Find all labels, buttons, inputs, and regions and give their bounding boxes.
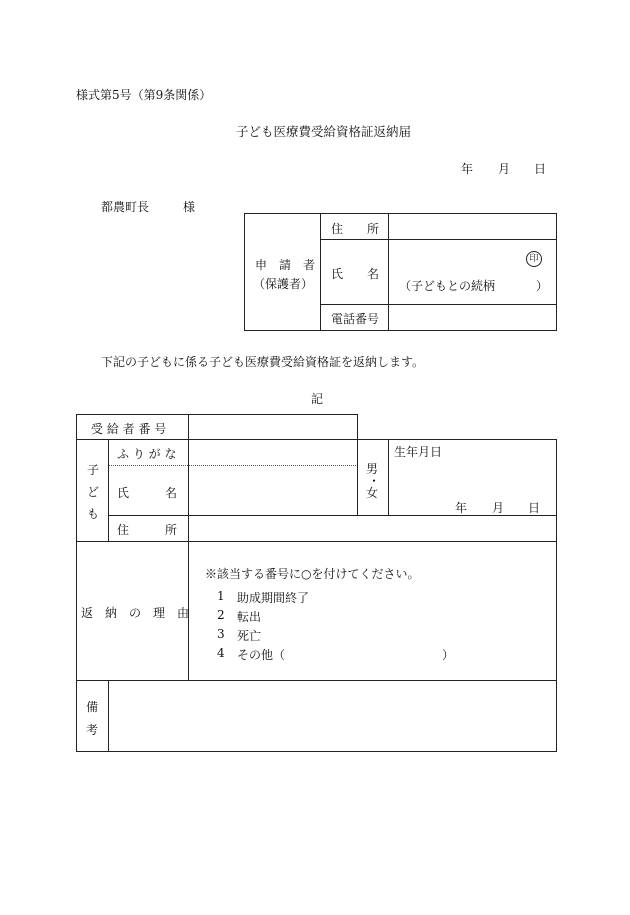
child-label-2: ど [87, 485, 100, 499]
remarks-label-1: 備 [86, 700, 99, 714]
birth-month-label: 月 [492, 501, 505, 515]
relation-label-close: ） [536, 279, 549, 293]
date-year-label: 年 [461, 162, 474, 176]
child-label-1: 子 [87, 463, 100, 477]
recipient-number-label: 受 給 者 番 号 [91, 422, 167, 436]
return-reason-label: 返 納 の 理 由 [81, 606, 190, 620]
furigana-label: ふ り が な [117, 447, 177, 461]
date-day-label: 日 [534, 162, 547, 176]
date-month-label: 月 [498, 162, 511, 176]
statement-text: 下記の子どもに係る子ども医療費受給資格証を返納します。 [101, 355, 425, 369]
child-address-label: 住 所 [117, 523, 178, 537]
ki-label: 記 [311, 392, 324, 406]
gender-male: 男 [366, 462, 379, 476]
remarks-label-2: 考 [86, 723, 99, 737]
reason-1-number: 1 [217, 589, 225, 603]
reason-1-text: 助成期間終了 [237, 591, 310, 605]
seal-mark: 印 [526, 251, 542, 267]
reason-instruction: ※該当する番号に○を付けてください。 [205, 567, 420, 581]
child-label-3: も [87, 507, 100, 521]
form-title: 子ども医療費受給資格証返納届 [236, 124, 412, 139]
reason-2-number: 2 [217, 608, 225, 622]
reason-2-text: 転出 [237, 610, 262, 624]
birth-year-label: 年 [455, 501, 468, 515]
birth-day-label: 日 [528, 501, 541, 515]
reason-3-text: 死亡 [237, 629, 262, 643]
reason-3-number: 3 [217, 627, 225, 641]
birth-date-label: 生年月日 [394, 445, 443, 459]
reason-4-close: ） [442, 648, 455, 662]
phone-label: 電話番号 [331, 312, 380, 326]
applicant-label: 申 請 者 [255, 258, 316, 272]
reason-4-number: 4 [217, 646, 225, 660]
form-number: 様式第5号（第9条関係） [76, 88, 212, 102]
applicant-name-label: 氏 名 [331, 267, 380, 281]
addressee-org: 都農町長 [101, 200, 150, 214]
addressee-honorific: 様 [183, 200, 196, 214]
applicant-address-label: 住 所 [331, 222, 380, 236]
gender-female: 女 [366, 486, 379, 500]
relation-label-open: （子どもとの続柄 [399, 279, 496, 293]
guardian-label: （保護者） [253, 277, 314, 291]
reason-4-text: その他（ [237, 648, 286, 662]
gender-separator: ・ [368, 474, 381, 488]
child-name-label: 氏 名 [117, 486, 178, 500]
